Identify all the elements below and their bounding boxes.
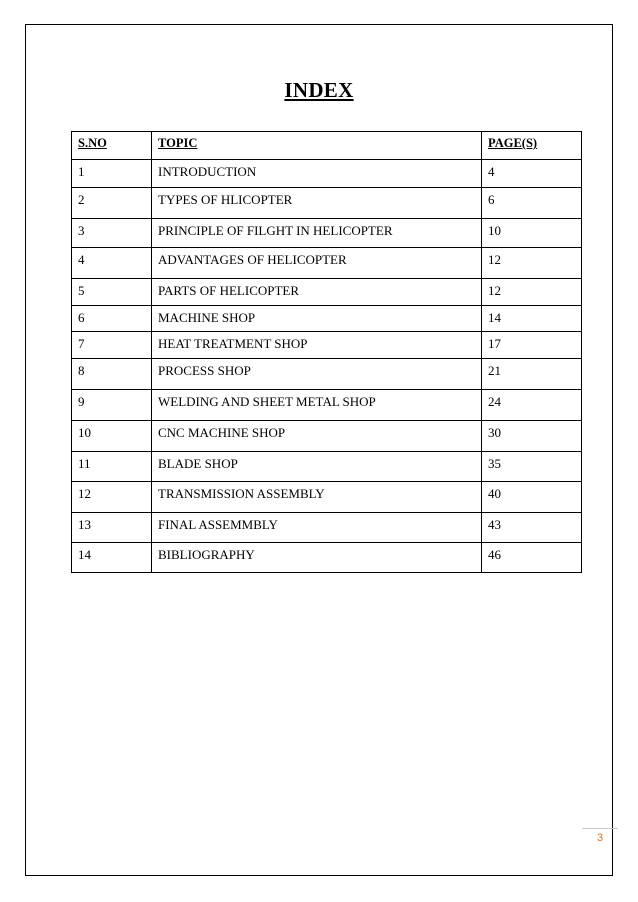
cell-page: 24 xyxy=(482,390,582,421)
cell-sno: 8 xyxy=(72,359,152,390)
cell-sno: 13 xyxy=(72,513,152,543)
cell-page: 21 xyxy=(482,359,582,390)
index-table xyxy=(71,131,582,573)
cell-sno: 4 xyxy=(72,248,152,279)
table-header-row xyxy=(72,132,582,160)
cell-sno: 1 xyxy=(72,160,152,188)
table-row xyxy=(72,543,582,573)
cell-page: 12 xyxy=(482,279,582,306)
page-number-rule xyxy=(582,828,618,829)
cell-topic: FINAL ASSEMMBLY xyxy=(152,513,482,543)
header-topic: TOPIC xyxy=(152,132,482,160)
cell-sno: 3 xyxy=(72,219,152,248)
table-row xyxy=(72,482,582,513)
page-number: 3 xyxy=(596,832,604,844)
cell-page: 40 xyxy=(482,482,582,513)
cell-topic: MACHINE SHOP xyxy=(152,306,482,332)
table-body xyxy=(72,160,582,573)
cell-sno: 5 xyxy=(72,279,152,306)
cell-topic: PARTS OF HELICOPTER xyxy=(152,279,482,306)
table-row xyxy=(72,248,582,279)
cell-topic: PRINCIPLE OF FILGHT IN HELICOPTER xyxy=(152,219,482,248)
cell-topic: ADVANTAGES OF HELICOPTER xyxy=(152,248,482,279)
cell-sno: 11 xyxy=(72,452,152,482)
table-row xyxy=(72,279,582,306)
table-row xyxy=(72,452,582,482)
table-row xyxy=(72,188,582,219)
cell-sno: 6 xyxy=(72,306,152,332)
cell-sno: 2 xyxy=(72,188,152,219)
cell-topic: PROCESS SHOP xyxy=(152,359,482,390)
table-row xyxy=(72,421,582,452)
cell-topic: BIBLIOGRAPHY xyxy=(152,543,482,573)
cell-topic: TYPES OF HLICOPTER xyxy=(152,188,482,219)
cell-page: 4 xyxy=(482,160,582,188)
header-pages: PAGE(S) xyxy=(482,132,582,160)
cell-page: 10 xyxy=(482,219,582,248)
cell-sno: 7 xyxy=(72,332,152,359)
cell-topic: CNC MACHINE SHOP xyxy=(152,421,482,452)
cell-page: 12 xyxy=(482,248,582,279)
cell-page: 30 xyxy=(482,421,582,452)
cell-topic: WELDING AND SHEET METAL SHOP xyxy=(152,390,482,421)
table-row xyxy=(72,359,582,390)
table-row xyxy=(72,332,582,359)
table-row xyxy=(72,513,582,543)
cell-page: 43 xyxy=(482,513,582,543)
cell-topic: TRANSMISSION ASSEMBLY xyxy=(152,482,482,513)
table-row xyxy=(72,390,582,421)
page-title: INDEX xyxy=(284,78,354,102)
table-row xyxy=(72,306,582,332)
cell-page: 14 xyxy=(482,306,582,332)
table-row xyxy=(72,219,582,248)
cell-sno: 10 xyxy=(72,421,152,452)
cell-sno: 14 xyxy=(72,543,152,573)
header-sno: S.NO xyxy=(72,132,152,160)
cell-page: 46 xyxy=(482,543,582,573)
cell-topic: HEAT TREATMENT SHOP xyxy=(152,332,482,359)
cell-page: 6 xyxy=(482,188,582,219)
cell-sno: 9 xyxy=(72,390,152,421)
cell-page: 17 xyxy=(482,332,582,359)
cell-topic: BLADE SHOP xyxy=(152,452,482,482)
cell-topic: INTRODUCTION xyxy=(152,160,482,188)
table-row xyxy=(72,160,582,188)
cell-page: 35 xyxy=(482,452,582,482)
cell-sno: 12 xyxy=(72,482,152,513)
